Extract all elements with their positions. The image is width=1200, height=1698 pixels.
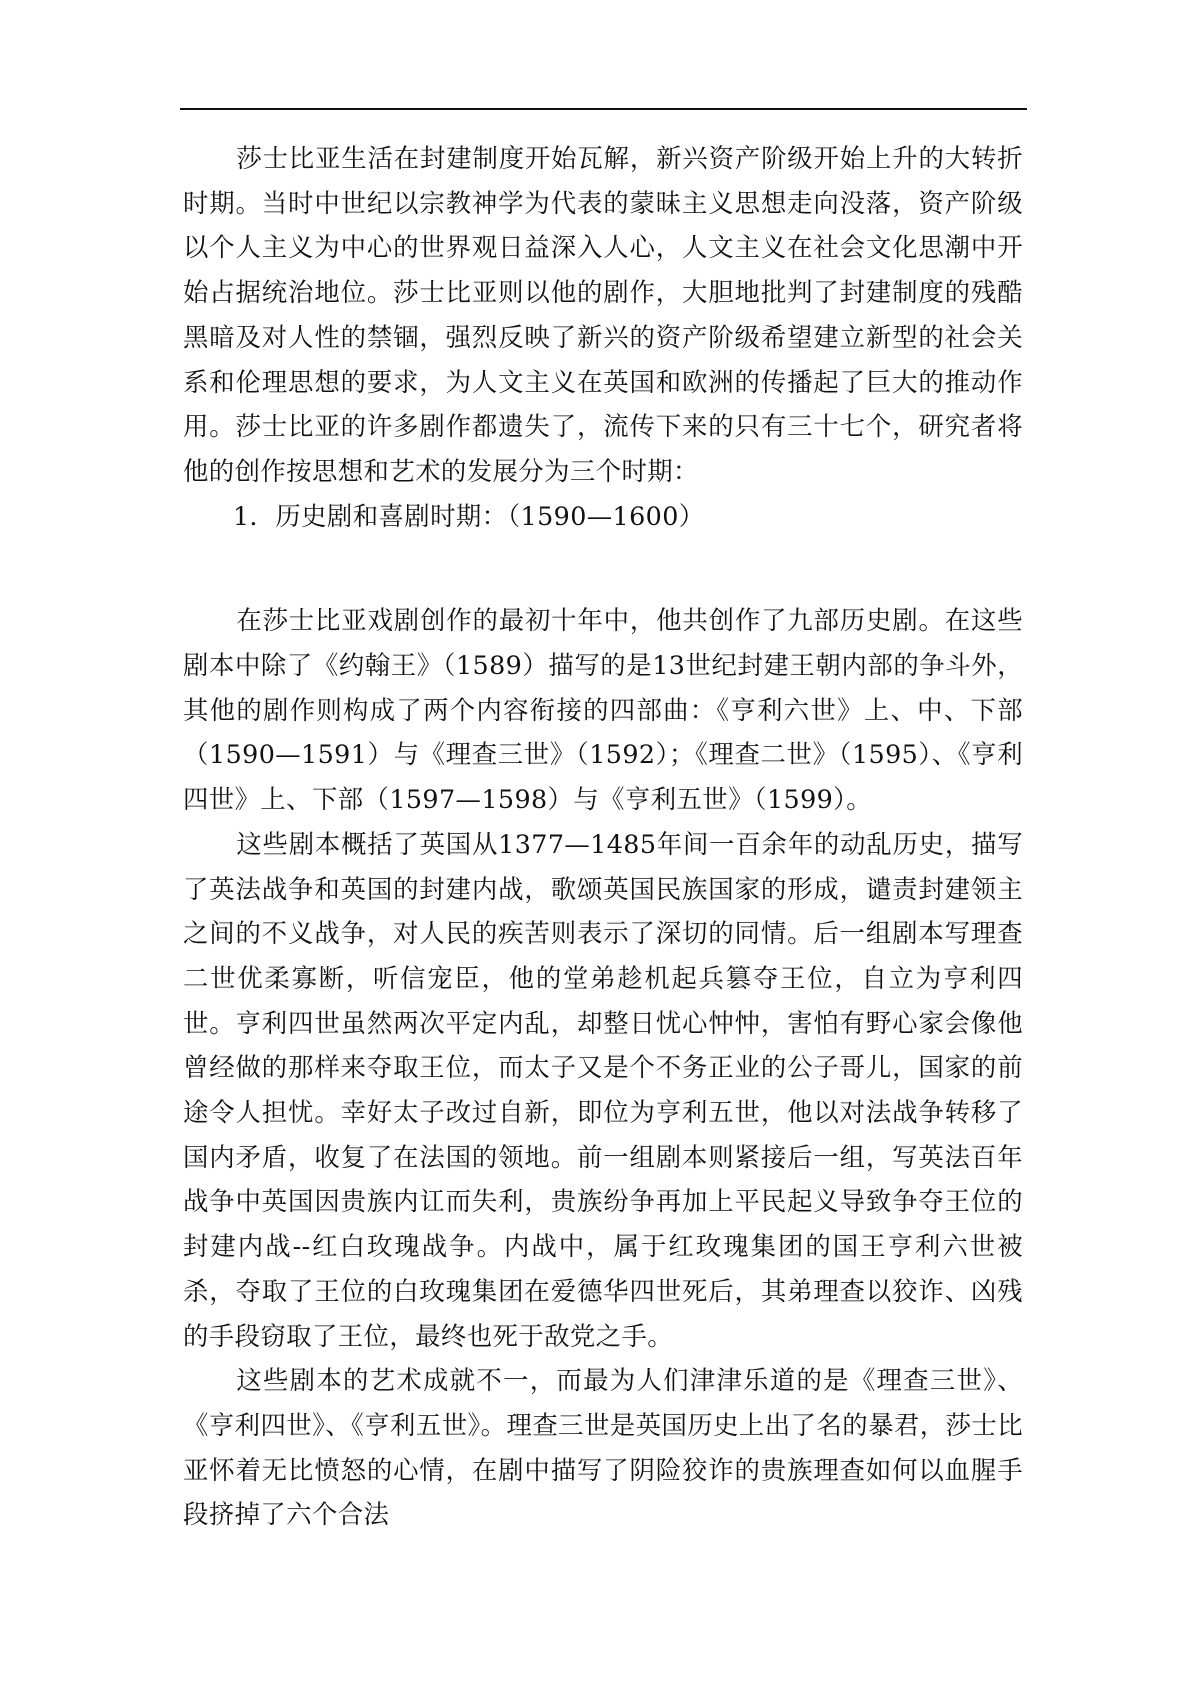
section-heading: 1．历史剧和喜剧时期：（1590—1600）: [233, 500, 705, 531]
header-rule: [180, 108, 1027, 110]
intro-paragraph: 莎士比亚生活在封建制度开始瓦解，新兴资产阶级开始上升的大转折时期。当时中世纪以宗教神学为代表的蒙昧主义思想走向没落，资产阶级以个人主义为中心的世界观日益深入人心，人文主义在社会文化思潮中开始占据统治地位。莎士比亚则以他的剧作，大胆地批判了封建制度的残酷黑暗及对人性的禁锢，强烈反映了新兴的资产阶级希望建立新型的社会关系和伦理思想的要求，为人文主义在英国和欧洲的传播起了巨大的推动作用。莎士比亚的许多剧作都遗失了，流传下来的只有三十七个，研究者将他的创作按思想和艺术的发展分为三个时期：: [183, 143, 1023, 486]
section-gap: [183, 538, 1023, 598]
body-text: [183, 136, 1023, 1537]
paragraph-artistic-achievement: 这些剧本的艺术成就不一，而最为人们津津乐道的是《理查三世》、《亨利四世》、《亨利五世》。理查三世是英国历史上出了名的暴君，莎士比亚怀着无比愤怒的心情，在剧中描写了阴险狡诈的贵族理查如何以血腥手段挤掉了六个合法: [183, 1365, 1023, 1530]
paragraph-history-plays: 在莎士比亚戏剧创作的最初十年中，他共创作了九部历史剧。在这些剧本中除了《约翰王》（1589）描写的是13世纪封建王朝内部的争斗外，其他的剧作则构成了两个内容衔接的四部曲：《亨利六世》上、中、下部（1590—1591）与《理查三世》（1592）；《理查二世》（1595）、《亨利四世》上、下部（1597—1598）与《亨利五世》（1599）。: [183, 605, 1023, 815]
paragraph-summary: 这些剧本概括了英国从1377—1485年间一百余年的动乱历史，描写了英法战争和英国的封建内战，歌颂英国民族国家的形成，谴责封建领主之间的不义战争，对人民的疾苦则表示了深切的同情。后一组剧本写理查二世优柔寡断，听信宠臣，他的堂弟趁机起兵篡夺王位，自立为亨利四世。亨利四世虽然两次平定内乱，却整日忧心忡忡，害怕有野心家会像他曾经做的那样来夺取王位，而太子又是个不务正业的公子哥儿，国家的前途令人担忧。幸好太子改过自新，即位为亨利五世，他以对法战争转移了国内矛盾，收复了在法国的领地。前一组剧本则紧接后一组，写英法百年战争中英国因贵族内讧而失利，贵族纷争再加上平民起义导致争夺王位的封建内战--红白玫瑰战争。内战中，属于红玫瑰集团的国王亨利六世被杀，夺取了王位的白玫瑰集团在爱德华四世死后，其弟理查以狡诈、凶残的手段窃取了王位，最终也死于敌党之手。: [183, 828, 1023, 1351]
